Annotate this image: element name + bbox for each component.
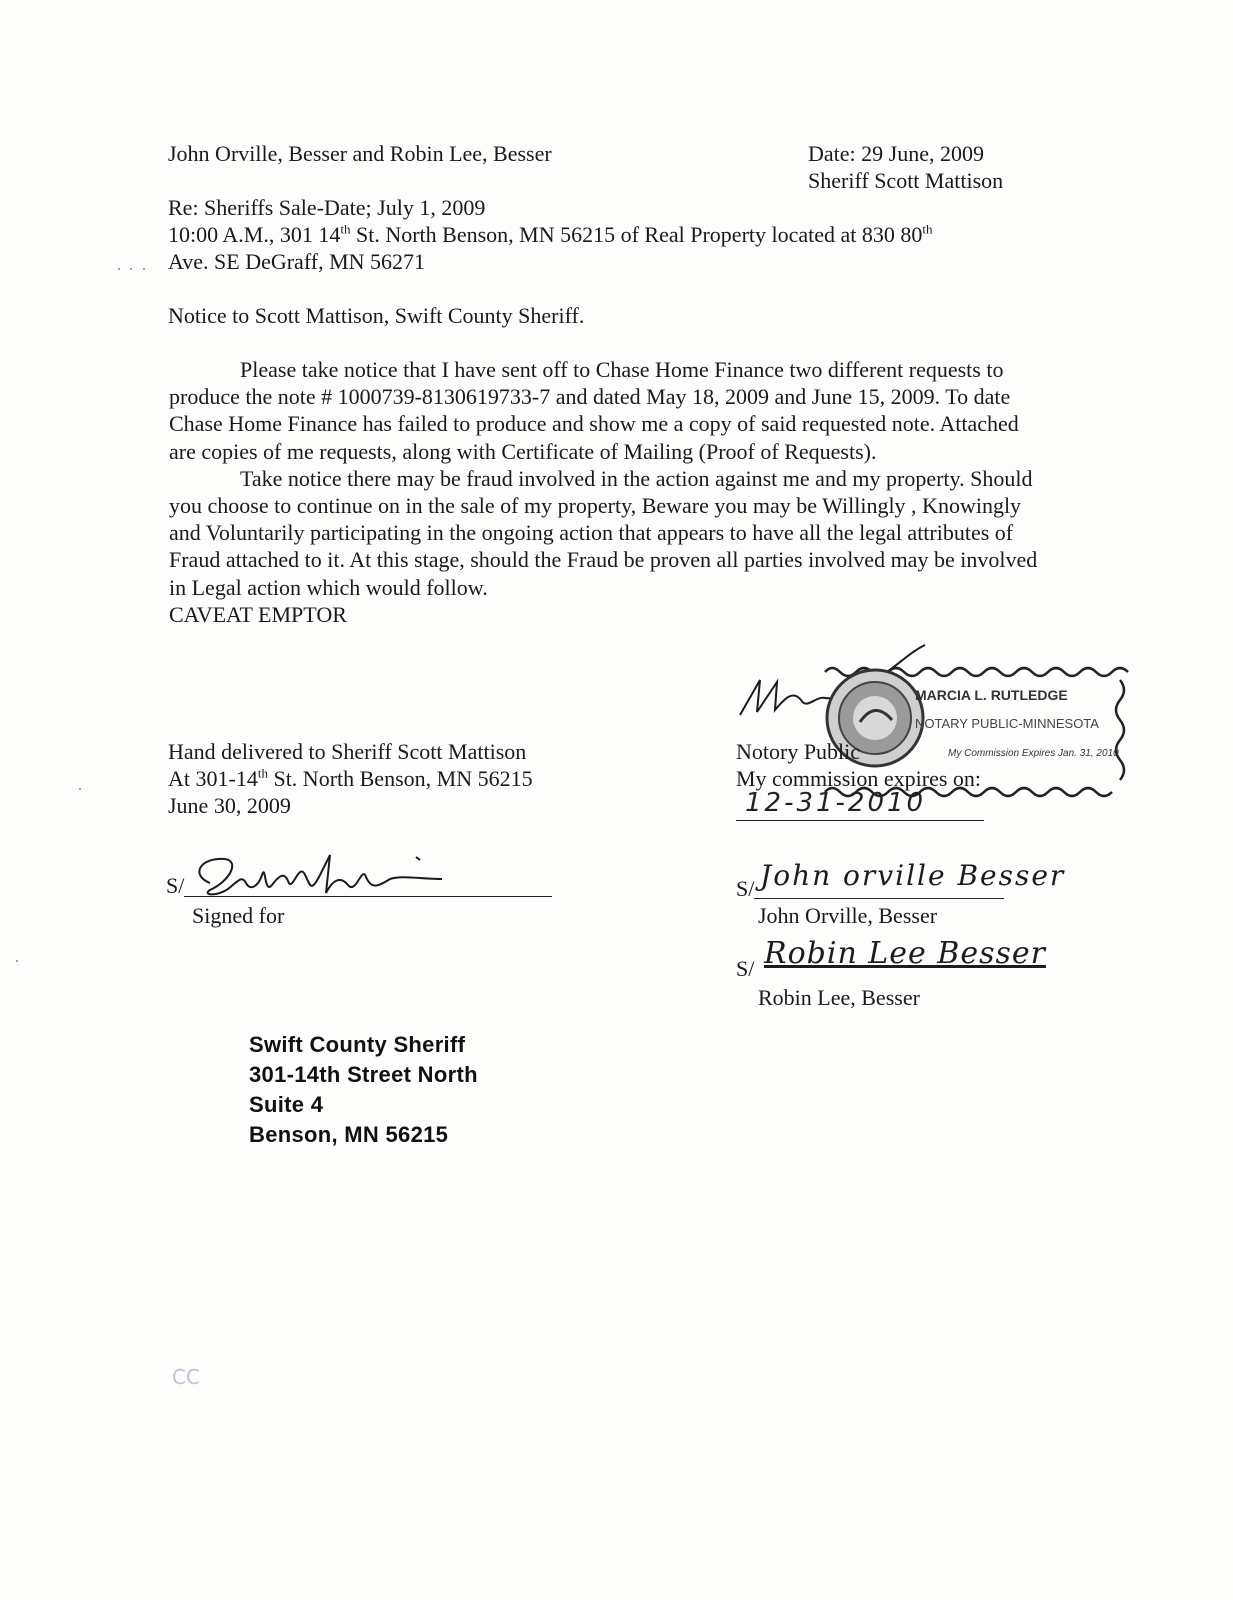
sheriff-sig-prefix: S/ <box>166 873 185 898</box>
body-paragraph-2: Take notice there may be fraud involved in the action against me and my property. Should you choose to continue on in the sale of my property, Beware you may be Willingly , Knowingly and Voluntarily participating in the ongoing action that appears to have all the legal attributes of Fraud attached to it. At this stage, should the Fraud be proven all parties involved may be involved in Legal action which would follow. <box>169 465 1038 600</box>
letter-body <box>169 356 1049 628</box>
caveat-emptor: CAVEAT EMPTOR <box>169 601 347 627</box>
robin-handwritten-signature: Robin Lee Besser <box>764 936 1046 971</box>
commission-expiry-handwritten: 12-31-2010 <box>745 788 927 818</box>
seal-title: NOTARY PUBLIC-MINNESOTA <box>915 716 1099 731</box>
stamp-line-2: 301-14th Street North <box>249 1062 478 1087</box>
delivery-date: June 30, 2009 <box>168 793 291 818</box>
john-sig-prefix: S/ <box>736 876 755 901</box>
ordinal-suffix: th <box>257 765 268 781</box>
scan-speck <box>79 788 81 790</box>
cc-mark: CC <box>172 1365 200 1389</box>
stamp-line-4: Benson, MN 56215 <box>249 1122 449 1147</box>
ordinal-suffix: th <box>922 221 933 237</box>
john-handwritten-signature: John orville Besser <box>760 859 1066 892</box>
robin-printed-name: Robin Lee, Besser <box>758 985 920 1010</box>
re-address-part: St. North Benson, MN 56215 of Real Property located at 830 80 <box>350 222 923 247</box>
stamp-line-1: Swift County Sheriff <box>249 1032 466 1057</box>
re-address-part: 10:00 A.M., 301 14 <box>168 222 341 247</box>
scan-speck <box>118 268 120 270</box>
scan-speck <box>16 960 18 962</box>
signed-for-label: Signed for <box>192 903 285 928</box>
delivery-address <box>168 765 533 792</box>
notary-public-label: Notory Public <box>736 739 861 764</box>
delivery-address-part: St. North Benson, MN 56215 <box>267 766 533 791</box>
john-signature-line <box>754 898 1004 899</box>
body-paragraph-1: Please take notice that I have sent off to Chase Home Finance two different requests to produce the note # 1000739-8130619733-7 and dated May 18, 2009 and June 15, 2009. To date Chase Home Finance has failed to produce and show me a copy of said requested note. Attached are copies of me requests, along with Certificate of Mailing (Proof of Requests). <box>169 357 1019 464</box>
sheriff-receipt-stamp <box>249 1030 478 1150</box>
delivery-address-part: At 301-14 <box>168 766 258 791</box>
re-property-line: Ave. SE DeGraff, MN 56271 <box>168 249 426 274</box>
commission-expires-label: My commission expires on: <box>736 766 982 791</box>
delivery-line: Hand delivered to Sheriff Scott Mattison <box>168 739 527 764</box>
commission-expiry-line <box>736 820 984 821</box>
notice-to-line: Notice to Scott Mattison, Swift County Sheriff. <box>168 303 585 328</box>
scan-speck <box>143 268 145 270</box>
re-address-line <box>168 221 933 248</box>
re-line: Re: Sheriffs Sale-Date; July 1, 2009 <box>168 195 486 220</box>
addressee: Sheriff Scott Mattison <box>808 168 1004 193</box>
john-printed-name: John Orville, Besser <box>758 903 938 928</box>
parties-line: John Orville, Besser and Robin Lee, Besser <box>168 141 552 166</box>
robin-sig-prefix: S/ <box>736 956 755 981</box>
stamp-line-3: Suite 4 <box>249 1092 324 1117</box>
ordinal-suffix: th <box>340 221 351 237</box>
scan-speck <box>130 268 132 270</box>
seal-expiry: My Commission Expires Jan. 31, 2010 <box>948 748 1119 759</box>
seal-name: MARCIA L. RUTLEDGE <box>915 687 1068 703</box>
letter-date: Date: 29 June, 2009 <box>808 141 984 166</box>
